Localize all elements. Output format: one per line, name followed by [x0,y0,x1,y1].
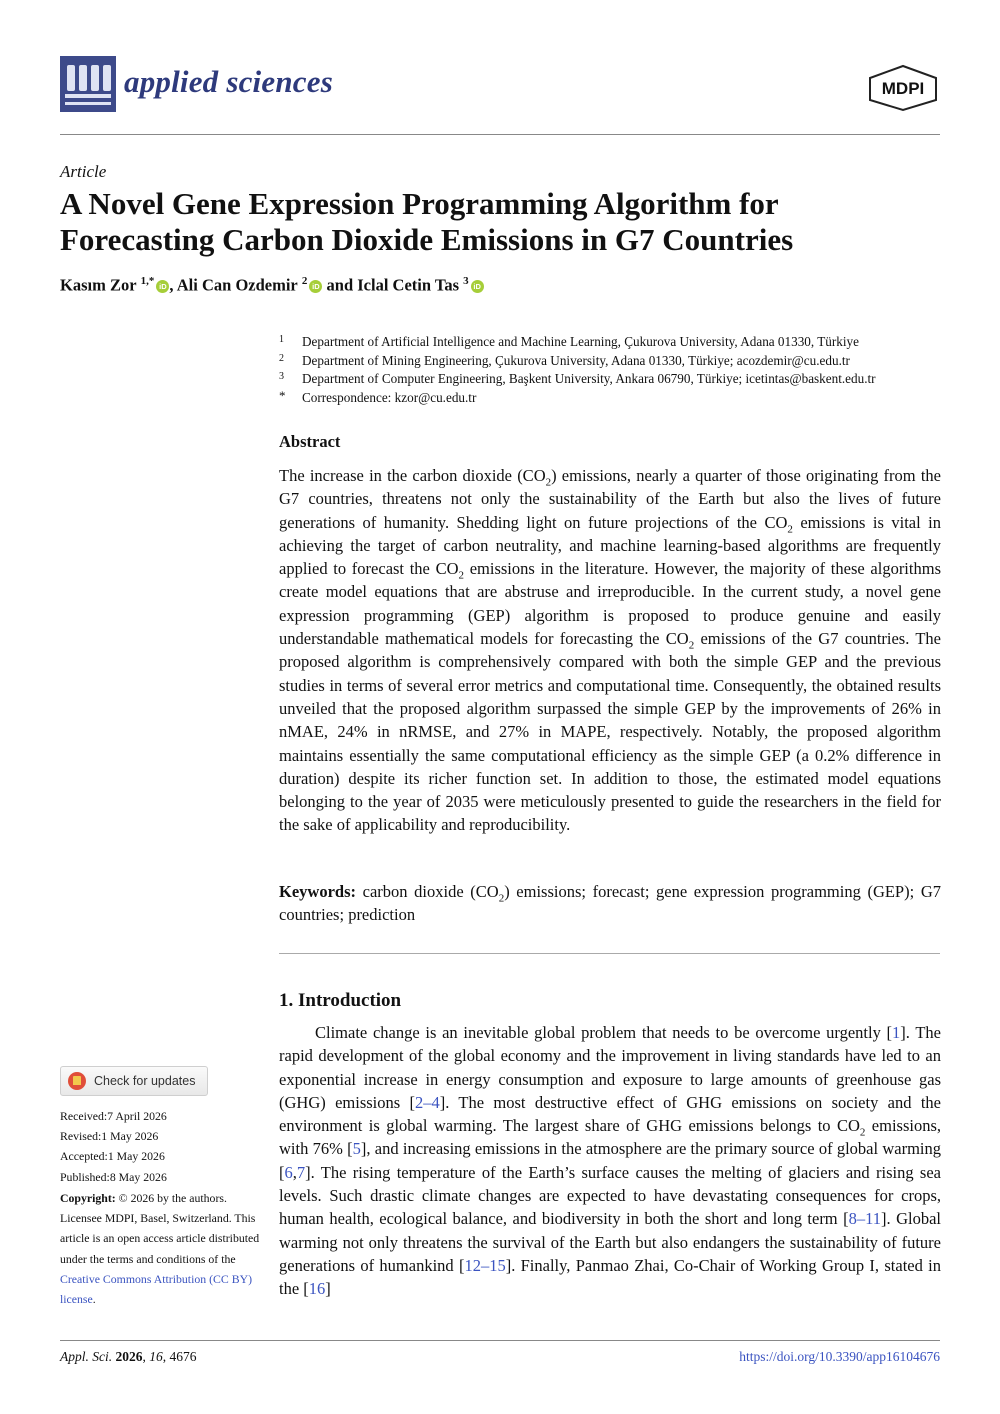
citation-link[interactable]: 16 [308,1279,326,1299]
article-type: Article [60,162,107,181]
citation-link[interactable]: 2–4 [415,1092,440,1112]
citation-link[interactable]: 5 [352,1139,361,1159]
date-revised: Revised:1 May 2026 [60,1129,159,1144]
affiliation-number: 3 [279,371,284,382]
publication-dates [60,1106,167,1187]
affiliations [279,333,949,407]
citation-link[interactable]: 7 [296,1162,306,1182]
abstract-text: The increase in the carbon dioxide $(CO_2)$ emissions, nearly a quarter of those originating from the G7 countries, threatens not only the sustainability of the Earth but also the lives of future generations of humanity. Shedding light on future projections of the $CO_2$ emissions is vital in achieving the target of carbon neutrality, and machine learning-based algorithms are frequently applied to forecast the $CO_2$ emissions in the literature. However, the majority of these algorithms create model equations that are abstruse and irreproducible. In the current study, a novel gene expression programming (GEP) algorithm is proposed to produce genuine and easily understandable mathematical models for forecasting the $CO_2$ emissions of the G7 countries. The proposed algorithm is comprehensively compared with both the simple GEP and the previous studies in terms of several error metrics and computational time. Consequently, the obtained results unveiled that the proposed algorithm surpassed the simple GEP by the improvements of 26% in nMAE, 24% in nRMSE, and 27% in MAPE, respectively. Notably, the proposed algorithm maintains essentially the same computational efficiency as the simple GEP (a 0.2% difference in duration) despite its richer function set. In addition to those, the estimated model equations belonging to the year of 2035 were meticulously presented to guide the researchers in the field for the sake of applicability and reproducibility. [279,466,941,835]
citation-link[interactable]: 12–15 [464,1255,506,1275]
date-accepted: Accepted:1 May 2026 [60,1149,165,1164]
citation-footer: Appl. Sci. 2026, 16, 4676 [60,1349,197,1364]
keywords-label: Keywords: [279,882,356,901]
mdpi-logo [866,64,940,112]
author-affil-marker: 1,* [140,275,155,287]
journal-logo [60,56,116,112]
affiliation-text: Department of Computer Engineering, Başkent University, Ankara 06790, Türkiye; icetintas@baskent.edu.tr [302,371,876,386]
affiliation-number: * [279,387,286,403]
author-name: Kasım Zor [60,275,137,295]
affiliation-item [279,333,949,352]
affiliation-item [279,370,949,389]
affiliation-text: Department of Mining Engineering, Çukurova University, Adana 01330, Türkiye; acozdemir@cu.edu.tr [302,352,850,368]
introduction-text: Climate change is an inevitable global problem that needs to be overcome urgently [1]. The rapid development of the global economy and the improvement in living standards have led to an exponential increase in energy consumption and exposure to large amounts of greenhouse gas (GHG) emissions [2–4]. The most destructive effect of GHG emissions on society and the environment is global warming. The largest share of GHG emissions belongs to $CO_2$ emissions, with 76% [5], and increasing emissions in the atmosphere are the primary source of global warming [6,7]. The rising temperature of the Earth’s surface causes the melting of glaciers and rising sea levels. Such drastic climate changes are expected to have devastating consequences for crops, human health, ecological balance, and biodiversity in both the short and long term [8–11]. Global warming not only threatens the survival of the Earth but also endangers the sustainability of future generations of humankind [12–15]. Finally, Panmao Zhai, Co-Chair of Working Group I, stated in the [16] [279,1023,942,1299]
author-affil-marker: 3 [463,275,469,287]
paper-title: A Novel Gene Expression Programming Algorithm for Forecasting Carbon Dioxide Emissions in G7 Countries [60,186,794,257]
check-for-updates-label: Check for updates [94,1074,196,1088]
orcid-icon[interactable]: iD [309,280,322,293]
author-name: Ali Can Ozdemir [176,275,298,295]
date-published: Published:8 May 2026 [60,1169,167,1184]
header-divider [60,134,940,135]
keywords: Keywords: carbon dioxide $(CO_2)$ emissions; forecast; gene expression programming (GEP); G7 countries; prediction [279,882,941,925]
author-name: Iclal Cetin Tas [357,275,460,295]
affiliation-number: 2 [279,352,284,364]
footer-divider [60,1340,940,1341]
citation-link[interactable]: 1 [892,1023,901,1042]
citation-link[interactable]: 6 [284,1162,293,1182]
citation-link[interactable]: 8–11 [848,1209,881,1229]
orcid-icon[interactable]: iD [156,280,169,293]
journal-name: applied sciences [124,64,333,99]
affiliation-item [279,389,949,408]
author-separator: and [322,275,358,295]
affiliation-number: 1 [279,334,284,345]
author-separator: , [169,275,177,295]
publisher-label: MDPI [881,79,925,98]
copyright-notice: Copyright: © 2026 by the authors. Licensee MDPI, Basel, Switzerland. This article is an open access article distributed under the terms and conditions of the Creative Commons Attribution (CC BY) license. [60,1191,260,1307]
author-affil-marker: 2 [301,275,308,287]
check-for-updates-button[interactable] [60,1066,208,1096]
section-heading-introduction: 1. Introduction [279,990,402,1011]
affiliation-item [279,352,949,371]
affiliation-text: Department of Artificial Intelligence and Machine Learning, Çukurova University, Adana 01330, Türkiye [302,334,860,349]
section-divider [279,953,940,954]
correspondence-text: Correspondence: kzor@cu.edu.tr [302,389,477,405]
license-link[interactable]: Creative Commons Attribution (CC BY) license [60,1271,253,1307]
orcid-icon[interactable]: iD [471,280,484,293]
date-received: Received:7 April 2026 [60,1109,167,1123]
author-list [60,275,484,296]
doi-link[interactable]: https://doi.org/10.3390/app16104676 [739,1349,940,1364]
abstract-heading: Abstract [279,432,341,451]
bookmark-icon [68,1072,86,1090]
